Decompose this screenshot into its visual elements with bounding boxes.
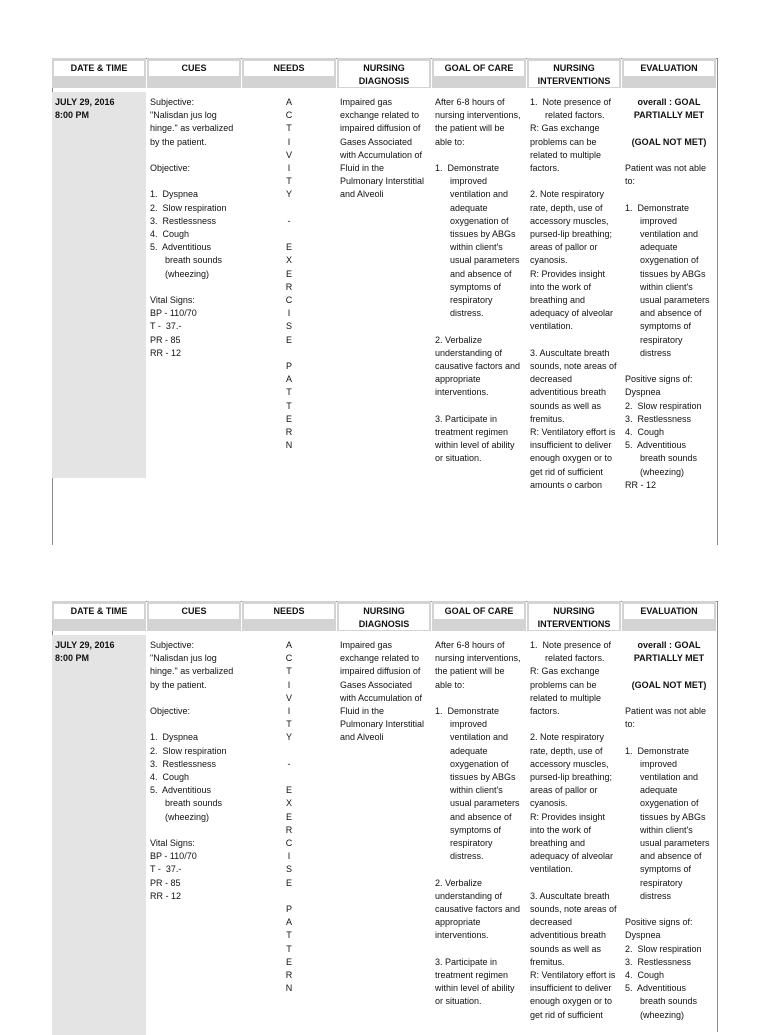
header-date-time (52, 58, 146, 88)
header-goal-of-care (432, 58, 526, 88)
header-label: EVALUATION (640, 606, 698, 616)
header-needs (242, 58, 336, 88)
date-time-cell: JULY 29, 2016 8:00 PM (55, 97, 115, 121)
evaluation-status: overall : GOAL PARTIALLY MET (GOAL NOT MET) (631, 97, 707, 147)
date-column-shade (52, 635, 146, 1035)
cues-cell: Subjective: "Nalisdan jus log hinge." as verbalized by the patient. Objective: 1. Dyspnea 2. Slow respiration 3. Restlessness 4. Cough 5. Adventitious breath sounds (wheezing) Vital Signs: BP - 110/70 T - 37.- PR - 85 RR - 12 (150, 97, 234, 358)
header-label: NEEDS (273, 63, 305, 73)
header-cues (147, 58, 241, 88)
header-label: DATE & TIME (70, 63, 128, 73)
needs-cell: A C T I V I T Y - E X E R C I S E P A T T E R N (285, 97, 293, 451)
header-nursing-diagnosis (337, 58, 431, 88)
nursing-diagnosis-cell: Impaired gas exchange related to impaired diffusion of Gases Associated with Accumulation of Fluid in the Pulmonary Interstitial and Alveoli (340, 640, 425, 743)
date-time-cell: JULY 29, 2016 8:00 PM (55, 640, 115, 664)
evaluation-status: overall : GOAL PARTIALLY MET (GOAL NOT MET) (631, 640, 707, 690)
header-label: NURSING DIAGNOSIS (358, 63, 410, 86)
needs-cell: A C T I V I T Y - E X E R C I S E P A T T E R N (285, 640, 293, 994)
nursing-diagnosis-cell: Impaired gas exchange related to impaired diffusion of Gases Associated with Accumulation of Fluid in the Pulmonary Interstitial and Alveoli (340, 97, 425, 200)
header-label: CUES (181, 63, 207, 73)
nursing-interventions-cell: 1. Note presence of related factors. R: Gas exchange problems can be related to multiple factors. 2. Note respiratory rate, depth, use of accessory muscles, pursed-lip breathing; areas of pallor or cyanosis. R: Provides insight into the work of breathing and adequacy of alveolar ventilation. 3. Auscultate breath sounds, note areas of decreased adventitious breath sounds as well as fremitus. R: Ventilatory effort is insufficient to deliver enough oxygen or to get rid of sufficient (530, 640, 617, 1020)
header-nursing-interventions (527, 58, 621, 88)
goal-of-care-cell: After 6-8 hours of nursing interventions, the patient will be able to: 1. Demonstrate improved ventilation and adequate oxygenation of tissues by ABGs within client's usual parameters and absence of symptoms of respiratory distress. 2. Verbalize understanding of causative factors and appropriate interventions. 3. Participate in treatment regimen within level of ability or situation. (435, 640, 521, 1007)
header-evaluation (622, 601, 716, 631)
header-label: NEEDS (273, 606, 305, 616)
header-label: NURSING DIAGNOSIS (358, 606, 410, 629)
header-nursing-interventions (527, 601, 621, 631)
header-date-time (52, 601, 146, 631)
evaluation-cell: Patient was not able to: 1. Demonstrate improved ventilation and adequate oxygenation of tissues by ABGs within client's usual parameters and absence of symptoms of respiratory distress Positive signs of: Dyspnea 2. Slow respiration 3. Restlessness 4. Cough 5. Adventitious breath sounds (wheezing) RR - 12 (625, 163, 710, 490)
header-needs (242, 601, 336, 631)
goal-of-care-cell: After 6-8 hours of nursing interventions, the patient will be able to: 1. Demonstrate improved ventilation and adequate oxygenation of tissues by ABGs within client's usual parameters and absence of symptoms of respiratory distress. 2. Verbalize understanding of causative factors and appropriate interventions. 3. Participate in treatment regimen within level of ability or situation. (435, 97, 521, 464)
cues-cell: Subjective: "Nalisdan jus log hinge." as verbalized by the patient. Objective: 1. Dyspnea 2. Slow respiration 3. Restlessness 4. Cough 5. Adventitious breath sounds (wheezing) Vital Signs: BP - 110/70 T - 37.- PR - 85 RR - 12 (150, 640, 234, 901)
nursing-interventions-cell: 1. Note presence of related factors. R: Gas exchange problems can be related to multiple factors. 2. Note respiratory rate, depth, use of accessory muscles, pursed-lip breathing; areas of pallor or cyanosis. R: Provides insight into the work of breathing and adequacy of alveolar ventilation. 3. Auscultate breath sounds, note areas of decreased adventitious breath sounds as well as fremitus. R: Ventilatory effort is insufficient to deliver enough oxygen or to get rid of sufficient amounts o carbon (530, 97, 617, 490)
evaluation-cell: Patient was not able to: 1. Demonstrate improved ventilation and adequate oxygenation of tissues by ABGs within client's usual parameters and absence of symptoms of respiratory distress Positive signs of: Dyspnea 2. Slow respiration 3. Restlessness 4. Cough 5. Adventitious breath sounds (wheezing) (625, 706, 710, 1020)
header-nursing-diagnosis (337, 601, 431, 631)
date-column-shade (52, 92, 146, 478)
header-label: NURSING INTERVENTIONS (537, 63, 611, 86)
header-evaluation (622, 58, 716, 88)
header-cues (147, 601, 241, 631)
header-label: GOAL OF CARE (444, 63, 514, 73)
header-label: DATE & TIME (70, 606, 128, 616)
header-label: EVALUATION (640, 63, 698, 73)
header-label: GOAL OF CARE (444, 606, 514, 616)
header-goal-of-care (432, 601, 526, 631)
header-label: CUES (181, 606, 207, 616)
header-label: NURSING INTERVENTIONS (537, 606, 611, 629)
